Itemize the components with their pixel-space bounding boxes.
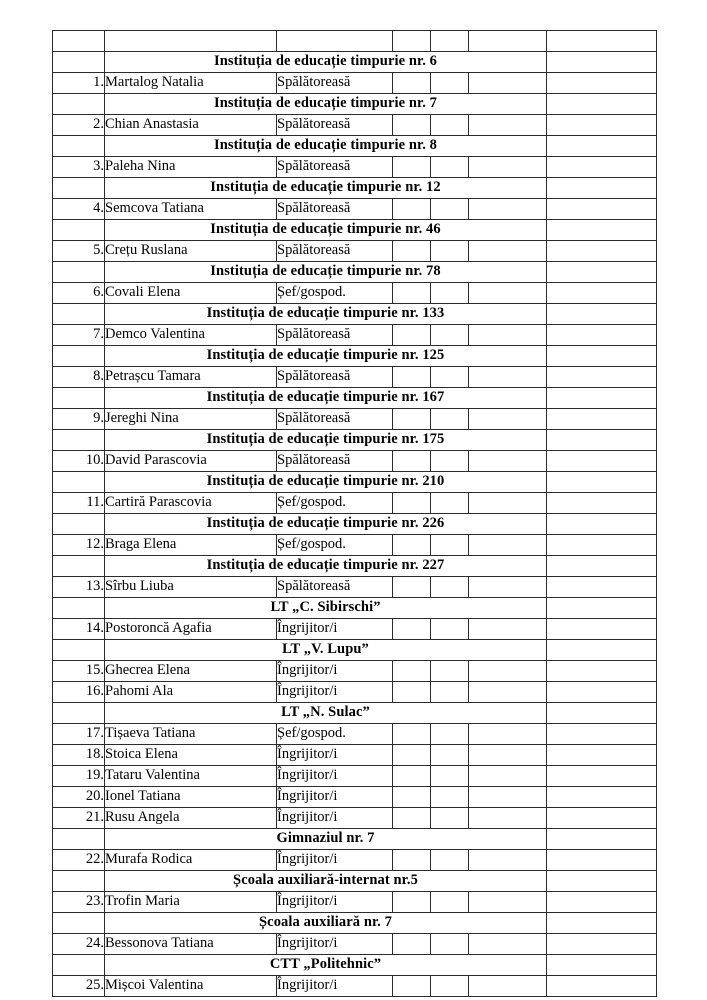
table-cell-blank	[469, 31, 547, 52]
table-cell-blank	[547, 703, 657, 724]
row-function: Spălătoreasă	[277, 451, 393, 472]
table-cell-blank	[469, 808, 547, 829]
table-cell-blank	[393, 493, 431, 514]
table-cell-blank	[393, 157, 431, 178]
table-cell-blank	[53, 220, 105, 241]
table-cell-blank	[469, 934, 547, 955]
row-person-name: Martalog Natalia	[105, 73, 277, 94]
row-number: 22.	[53, 850, 105, 871]
table-cell-blank	[431, 787, 469, 808]
table-cell-blank	[393, 892, 431, 913]
row-function: Îngrijitor/i	[277, 619, 393, 640]
table-cell-blank	[53, 430, 105, 451]
table-cell-blank	[547, 766, 657, 787]
row-function: Spălătoreasă	[277, 199, 393, 220]
table-cell-blank	[431, 325, 469, 346]
table-section-row	[53, 388, 657, 409]
table-cell-blank	[105, 31, 277, 52]
table-cell-blank	[547, 787, 657, 808]
row-person-name: Murafa Rodica	[105, 850, 277, 871]
row-person-name: Pahomi Ala	[105, 682, 277, 703]
table-cell-blank	[431, 31, 469, 52]
table-cell-blank	[431, 493, 469, 514]
row-number: 4.	[53, 199, 105, 220]
table-cell-blank	[547, 73, 657, 94]
row-number: 18.	[53, 745, 105, 766]
table-cell-blank	[547, 829, 657, 850]
table-cell-blank	[547, 262, 657, 283]
table-cell-blank	[469, 724, 547, 745]
table-section-row	[53, 829, 657, 850]
row-number: 19.	[53, 766, 105, 787]
table-cell-blank	[469, 850, 547, 871]
table-cell-blank	[393, 31, 431, 52]
table-cell-blank	[469, 766, 547, 787]
table-cell-blank	[547, 31, 657, 52]
row-number: 16.	[53, 682, 105, 703]
table-section-row	[53, 346, 657, 367]
table-section-row	[53, 640, 657, 661]
table-row	[53, 325, 657, 346]
table-row	[53, 976, 657, 997]
table-cell-blank	[53, 52, 105, 73]
table-cell-blank	[53, 829, 105, 850]
table-cell-blank	[547, 850, 657, 871]
table-cell-blank	[547, 451, 657, 472]
employee-list-table	[52, 30, 657, 997]
row-person-name: Bessonova Tatiana	[105, 934, 277, 955]
table-section-row	[53, 514, 657, 535]
section-title: Instituția de educație timpurie nr. 12	[105, 178, 547, 199]
table-cell-blank	[393, 766, 431, 787]
row-function: Îngrijitor/i	[277, 745, 393, 766]
table-cell-blank	[431, 199, 469, 220]
row-number: 1.	[53, 73, 105, 94]
section-title: Școala auxiliară-internat nr.5	[105, 871, 547, 892]
table-section-row	[53, 136, 657, 157]
row-number: 14.	[53, 619, 105, 640]
table-cell-blank	[53, 514, 105, 535]
row-function: Spălătoreasă	[277, 241, 393, 262]
table-row	[53, 892, 657, 913]
row-person-name: Postoroncă Agafia	[105, 619, 277, 640]
table-cell-blank	[53, 556, 105, 577]
table-section-row	[53, 430, 657, 451]
table-cell-blank	[469, 619, 547, 640]
row-person-name: Chian Anastasia	[105, 115, 277, 136]
table-cell-blank	[53, 304, 105, 325]
table-cell-blank	[547, 514, 657, 535]
table-cell-blank	[53, 703, 105, 724]
table-row	[53, 661, 657, 682]
table-section-row	[53, 598, 657, 619]
table-cell-blank	[547, 577, 657, 598]
table-row	[53, 241, 657, 262]
section-title: Instituția de educație timpurie nr. 226	[105, 514, 547, 535]
table-cell-blank	[393, 682, 431, 703]
row-function: Spălătoreasă	[277, 367, 393, 388]
row-number: 5.	[53, 241, 105, 262]
table-cell-blank	[547, 556, 657, 577]
table-cell-blank	[469, 493, 547, 514]
table-cell-blank	[393, 850, 431, 871]
table-cell-blank	[431, 934, 469, 955]
table-cell-blank	[547, 346, 657, 367]
row-function: Șef/gospod.	[277, 724, 393, 745]
row-person-name: Stoica Elena	[105, 745, 277, 766]
table-row	[53, 535, 657, 556]
table-cell-blank	[431, 451, 469, 472]
table-row	[53, 199, 657, 220]
table-cell-blank	[53, 871, 105, 892]
table-cell-blank	[431, 892, 469, 913]
row-person-name: Semcova Tatiana	[105, 199, 277, 220]
table-cell-blank	[53, 472, 105, 493]
table-cell-blank	[393, 73, 431, 94]
table-cell-blank	[393, 241, 431, 262]
row-person-name: Jereghi Nina	[105, 409, 277, 430]
table-row	[53, 850, 657, 871]
row-function: Șef/gospod.	[277, 283, 393, 304]
section-title: Instituția de educație timpurie nr. 210	[105, 472, 547, 493]
row-number: 24.	[53, 934, 105, 955]
row-number: 6.	[53, 283, 105, 304]
table-cell-blank	[431, 745, 469, 766]
row-person-name: Crețu Ruslana	[105, 241, 277, 262]
table-cell-blank	[547, 913, 657, 934]
table-row	[53, 619, 657, 640]
section-title: Instituția de educație timpurie nr. 6	[105, 52, 547, 73]
table-body	[53, 31, 657, 997]
section-title: Instituția de educație timpurie nr. 46	[105, 220, 547, 241]
table-cell-blank	[547, 157, 657, 178]
section-title: Instituția de educație timpurie nr. 133	[105, 304, 547, 325]
table-cell-blank	[469, 367, 547, 388]
table-cell-blank	[431, 409, 469, 430]
table-cell-blank	[469, 73, 547, 94]
table-cell-blank	[469, 976, 547, 997]
table-cell-blank	[547, 598, 657, 619]
section-title: Școala auxiliară nr. 7	[105, 913, 547, 934]
row-person-name: Petrașcu Tamara	[105, 367, 277, 388]
row-person-name: Covali Elena	[105, 283, 277, 304]
section-title: CTT „Politehnic”	[105, 955, 547, 976]
row-number: 7.	[53, 325, 105, 346]
table-cell-blank	[469, 535, 547, 556]
row-function: Îngrijitor/i	[277, 976, 393, 997]
table-cell-blank	[431, 73, 469, 94]
row-function: Îngrijitor/i	[277, 787, 393, 808]
table-cell-blank	[431, 619, 469, 640]
table-cell-blank	[547, 892, 657, 913]
row-person-name: Tataru Valentina	[105, 766, 277, 787]
table-cell-blank	[469, 787, 547, 808]
table-cell-blank	[53, 598, 105, 619]
table-cell-blank	[547, 640, 657, 661]
table-cell-blank	[547, 934, 657, 955]
table-section-row	[53, 178, 657, 199]
table-cell-blank	[547, 199, 657, 220]
table-cell-blank	[547, 241, 657, 262]
row-number: 20.	[53, 787, 105, 808]
table-cell-blank	[431, 976, 469, 997]
table-cell-blank	[53, 913, 105, 934]
table-row	[53, 409, 657, 430]
table-cell-blank	[547, 136, 657, 157]
table-row	[53, 745, 657, 766]
row-number: 9.	[53, 409, 105, 430]
section-title: Gimnaziul nr. 7	[105, 829, 547, 850]
table-cell-blank	[431, 682, 469, 703]
table-cell-blank	[547, 283, 657, 304]
row-number: 25.	[53, 976, 105, 997]
row-number: 8.	[53, 367, 105, 388]
row-function: Spălătoreasă	[277, 577, 393, 598]
row-function: Șef/gospod.	[277, 535, 393, 556]
table-cell-blank	[431, 157, 469, 178]
table-cell-blank	[469, 199, 547, 220]
table-cell-blank	[547, 367, 657, 388]
row-person-name: Cartiră Parascovia	[105, 493, 277, 514]
row-function: Îngrijitor/i	[277, 850, 393, 871]
table-cell-blank	[547, 661, 657, 682]
row-number: 23.	[53, 892, 105, 913]
table-cell-blank	[431, 535, 469, 556]
table-section-row	[53, 955, 657, 976]
table-section-row	[53, 220, 657, 241]
table-cell-blank	[393, 535, 431, 556]
row-person-name: Sîrbu Liuba	[105, 577, 277, 598]
table-row	[53, 934, 657, 955]
table-row	[53, 682, 657, 703]
row-person-name: Rusu Angela	[105, 808, 277, 829]
table-cell-blank	[277, 31, 393, 52]
table-cell-blank	[547, 52, 657, 73]
table-cell-blank	[393, 409, 431, 430]
table-cell-blank	[431, 766, 469, 787]
table-cell-blank	[53, 94, 105, 115]
table-row	[53, 493, 657, 514]
table-cell-blank	[53, 640, 105, 661]
table-cell-blank	[547, 724, 657, 745]
table-cell-blank	[547, 115, 657, 136]
table-row	[53, 283, 657, 304]
row-function: Șef/gospod.	[277, 493, 393, 514]
row-number: 2.	[53, 115, 105, 136]
table-cell-blank	[547, 976, 657, 997]
row-person-name: Mișcoi Valentina	[105, 976, 277, 997]
row-person-name: Paleha Nina	[105, 157, 277, 178]
table-cell-blank	[393, 367, 431, 388]
table-cell-blank	[53, 178, 105, 199]
table-cell-blank	[431, 808, 469, 829]
table-row	[53, 808, 657, 829]
table-cell-blank	[469, 682, 547, 703]
table-section-row	[53, 913, 657, 934]
table-cell-blank	[393, 808, 431, 829]
table-cell-blank	[431, 115, 469, 136]
row-function: Spălătoreasă	[277, 325, 393, 346]
row-function: Îngrijitor/i	[277, 766, 393, 787]
table-cell-blank	[547, 472, 657, 493]
table-cell-blank	[393, 115, 431, 136]
table-cell-blank	[393, 976, 431, 997]
table-cell-blank	[393, 325, 431, 346]
section-title: Instituția de educație timpurie nr. 7	[105, 94, 547, 115]
table-cell-blank	[547, 94, 657, 115]
table-cell-blank	[393, 724, 431, 745]
section-title: Instituția de educație timpurie nr. 227	[105, 556, 547, 577]
row-person-name: David Parascovia	[105, 451, 277, 472]
row-person-name: Ionel Tatiana	[105, 787, 277, 808]
row-number: 12.	[53, 535, 105, 556]
table-cell-blank	[431, 367, 469, 388]
table-section-row	[53, 52, 657, 73]
section-title: Instituția de educație timpurie nr. 8	[105, 136, 547, 157]
table-cell-blank	[469, 409, 547, 430]
row-function: Îngrijitor/i	[277, 892, 393, 913]
table-cell-blank	[547, 430, 657, 451]
table-section-row	[53, 472, 657, 493]
table-row	[53, 787, 657, 808]
table-cell-blank	[393, 619, 431, 640]
table-section-row	[53, 262, 657, 283]
row-person-name: Trofin Maria	[105, 892, 277, 913]
table-cell-blank	[469, 283, 547, 304]
table-cell-blank	[393, 283, 431, 304]
row-function: Îngrijitor/i	[277, 682, 393, 703]
section-title: Instituția de educație timpurie nr. 78	[105, 262, 547, 283]
table-section-row	[53, 703, 657, 724]
table-cell-blank	[469, 241, 547, 262]
table-cell-blank	[393, 451, 431, 472]
section-title: LT „V. Lupu”	[105, 640, 547, 661]
table-cell-blank	[469, 451, 547, 472]
table-cell-blank	[547, 220, 657, 241]
row-function: Îngrijitor/i	[277, 934, 393, 955]
table-section-row	[53, 94, 657, 115]
table-cell-blank	[393, 199, 431, 220]
row-function: Îngrijitor/i	[277, 808, 393, 829]
table-cell-blank	[469, 325, 547, 346]
section-title: LT „N. Sulac”	[105, 703, 547, 724]
table-row	[53, 157, 657, 178]
row-number: 13.	[53, 577, 105, 598]
row-function: Spălătoreasă	[277, 115, 393, 136]
table-row	[53, 367, 657, 388]
table-cell-blank	[393, 787, 431, 808]
table-row	[53, 451, 657, 472]
table-cell-blank	[469, 745, 547, 766]
row-number: 11.	[53, 493, 105, 514]
section-title: Instituția de educație timpurie nr. 125	[105, 346, 547, 367]
table-cell-blank	[547, 325, 657, 346]
table-row	[53, 115, 657, 136]
table-cell-blank	[547, 808, 657, 829]
row-number: 15.	[53, 661, 105, 682]
table-cell-blank	[547, 619, 657, 640]
table-cell-blank	[431, 661, 469, 682]
table-cell-blank	[469, 577, 547, 598]
table-cell-blank	[547, 955, 657, 976]
table-cell-blank	[393, 934, 431, 955]
table-cell-blank	[431, 241, 469, 262]
table-section-row	[53, 304, 657, 325]
table-cell-blank	[469, 661, 547, 682]
row-person-name: Braga Elena	[105, 535, 277, 556]
table-cell-blank	[469, 115, 547, 136]
row-function: Spălătoreasă	[277, 73, 393, 94]
table-cell-blank	[431, 577, 469, 598]
section-title: Instituția de educație timpurie nr. 175	[105, 430, 547, 451]
table-cell-blank	[53, 388, 105, 409]
table-cell-blank	[547, 304, 657, 325]
table-cell-blank	[431, 724, 469, 745]
table-cell-blank	[547, 871, 657, 892]
table-row	[53, 73, 657, 94]
table-cell-blank	[547, 745, 657, 766]
table-row	[53, 577, 657, 598]
table-cell-blank	[547, 535, 657, 556]
row-number: 21.	[53, 808, 105, 829]
table-cell-blank	[53, 955, 105, 976]
row-person-name: Demco Valentina	[105, 325, 277, 346]
table-cell-blank	[547, 409, 657, 430]
row-person-name: Tișaeva Tatiana	[105, 724, 277, 745]
row-person-name: Ghecrea Elena	[105, 661, 277, 682]
table-cell-blank	[393, 661, 431, 682]
table-cell-blank	[53, 136, 105, 157]
table-section-row	[53, 871, 657, 892]
table-cell-blank	[431, 283, 469, 304]
table-cell-blank	[547, 178, 657, 199]
table-row	[53, 766, 657, 787]
table-empty-row	[53, 31, 657, 52]
row-function: Spălătoreasă	[277, 409, 393, 430]
section-title: Instituția de educație timpurie nr. 167	[105, 388, 547, 409]
row-number: 3.	[53, 157, 105, 178]
row-function: Spălătoreasă	[277, 157, 393, 178]
table-cell-blank	[469, 157, 547, 178]
table-section-row	[53, 556, 657, 577]
table-cell-blank	[393, 577, 431, 598]
row-number: 10.	[53, 451, 105, 472]
table-cell-blank	[547, 682, 657, 703]
table-cell-blank	[431, 850, 469, 871]
table-cell-blank	[53, 262, 105, 283]
table-cell-blank	[547, 493, 657, 514]
table-cell-blank	[547, 388, 657, 409]
row-function: Îngrijitor/i	[277, 661, 393, 682]
table-cell-blank	[393, 745, 431, 766]
row-number: 17.	[53, 724, 105, 745]
table-cell-blank	[469, 892, 547, 913]
table-cell-blank	[53, 346, 105, 367]
table-cell-blank	[53, 31, 105, 52]
table-row	[53, 724, 657, 745]
section-title: LT „C. Sibirschi”	[105, 598, 547, 619]
